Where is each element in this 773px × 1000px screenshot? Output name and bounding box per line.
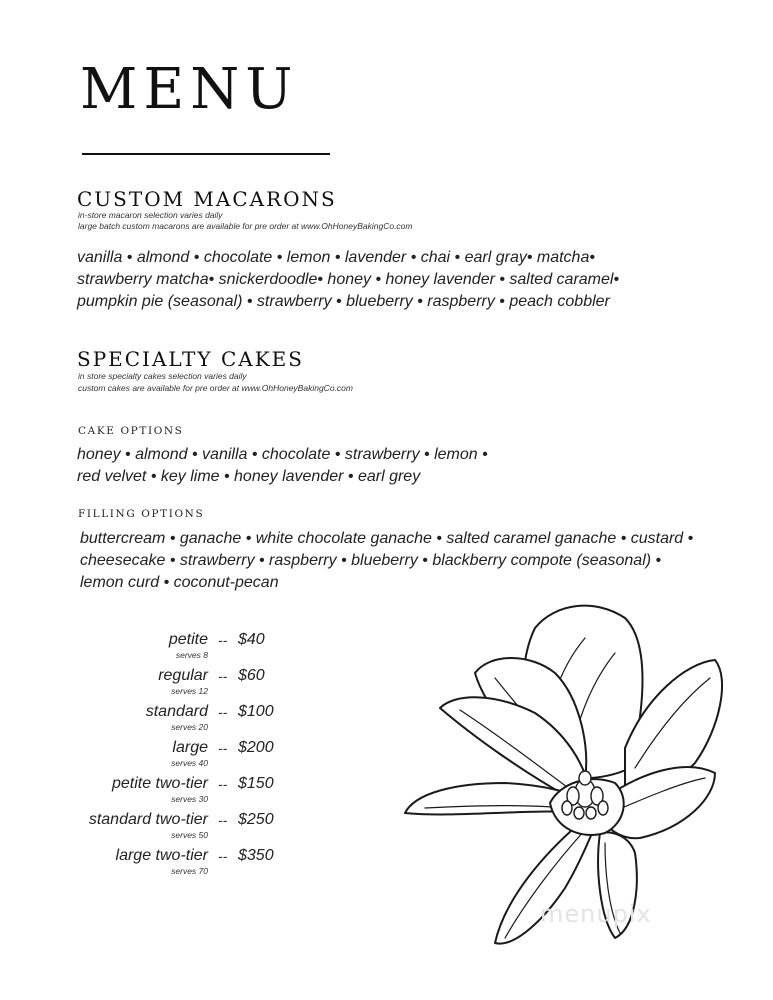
size-price: $250 (238, 811, 274, 828)
size-serves: serves 50 (171, 830, 208, 840)
size-serves: serves 20 (171, 722, 208, 732)
size-separator: -- (218, 812, 228, 828)
size-name: regular (158, 667, 208, 684)
macarons-note-2: large batch custom macarons are available for pre order at www.OhHoneyBakingCo.com (78, 221, 413, 231)
size-price: $200 (238, 739, 274, 756)
macarons-note-1: in-store macaron selection varies daily (78, 210, 223, 220)
filling-options-line-3: lemon curd • coconut-pecan (80, 574, 279, 591)
cakes-note-1: in store specialty cakes selection varies daily (78, 371, 247, 381)
cake-size-price-list (60, 630, 320, 882)
macarons-heading: CUSTOM MACARONS (77, 187, 337, 211)
cake-options-heading: CAKE OPTIONS (78, 425, 184, 437)
size-row-standard-two-tier (60, 810, 320, 846)
size-price: $150 (238, 775, 274, 792)
size-price: $100 (238, 703, 274, 720)
size-separator: -- (218, 632, 228, 648)
size-name: standard (145, 703, 208, 720)
size-serves: serves 70 (171, 866, 208, 876)
size-row-regular (60, 666, 320, 702)
macarons-flavors-line-2: strawberry matcha• snickerdoodle• honey • honey lavender • salted caramel• (77, 271, 620, 288)
size-row-large (60, 738, 320, 774)
size-separator: -- (218, 848, 228, 864)
size-separator: -- (218, 704, 228, 720)
size-name: large two-tier (115, 847, 208, 864)
cake-options-line-1: honey • almond • vanilla • chocolate • strawberry • lemon • (77, 446, 488, 463)
size-serves: serves 30 (171, 794, 208, 804)
size-price: $40 (238, 631, 265, 648)
size-serves: serves 40 (171, 758, 208, 768)
macarons-flavors-line-1: vanilla • almond • chocolate • lemon • lavender • chai • earl gray• matcha• (77, 249, 595, 266)
size-name: standard two-tier (88, 811, 208, 828)
filling-options-line-1: buttercream • ganache • white chocolate ganache • salted caramel ganache • custard • (80, 530, 694, 547)
size-name: petite two-tier (111, 775, 208, 792)
size-row-petite (60, 630, 320, 666)
size-separator: -- (218, 668, 228, 684)
size-serves: serves 8 (175, 650, 208, 660)
watermark-text: menupix (540, 900, 652, 928)
size-row-large-two-tier (60, 846, 320, 882)
cakes-note-2: custom cakes are available for pre order at www.OhHoneyBakingCo.com (78, 383, 353, 393)
size-serves: serves 12 (171, 686, 208, 696)
cake-options-line-2: red velvet • key lime • honey lavender • earl grey (77, 468, 421, 485)
size-price: $60 (238, 667, 265, 684)
title-divider (82, 153, 330, 155)
page-title: MENU (80, 57, 299, 122)
filling-options-line-2: cheesecake • strawberry • raspberry • blueberry • blackberry compote (seasonal) • (80, 552, 662, 569)
size-price: $350 (238, 847, 274, 864)
macarons-flavors-line-3: pumpkin pie (seasonal) • strawberry • blueberry • raspberry • peach cobbler (77, 293, 610, 310)
size-row-standard (60, 702, 320, 738)
size-separator: -- (218, 776, 228, 792)
filling-options-heading: FILLING OPTIONS (78, 508, 205, 520)
size-separator: -- (218, 740, 228, 756)
size-name: petite (168, 631, 208, 648)
cakes-heading: SPECIALTY CAKES (77, 347, 304, 371)
size-name: large (172, 739, 208, 756)
size-row-petite-two-tier (60, 774, 320, 810)
